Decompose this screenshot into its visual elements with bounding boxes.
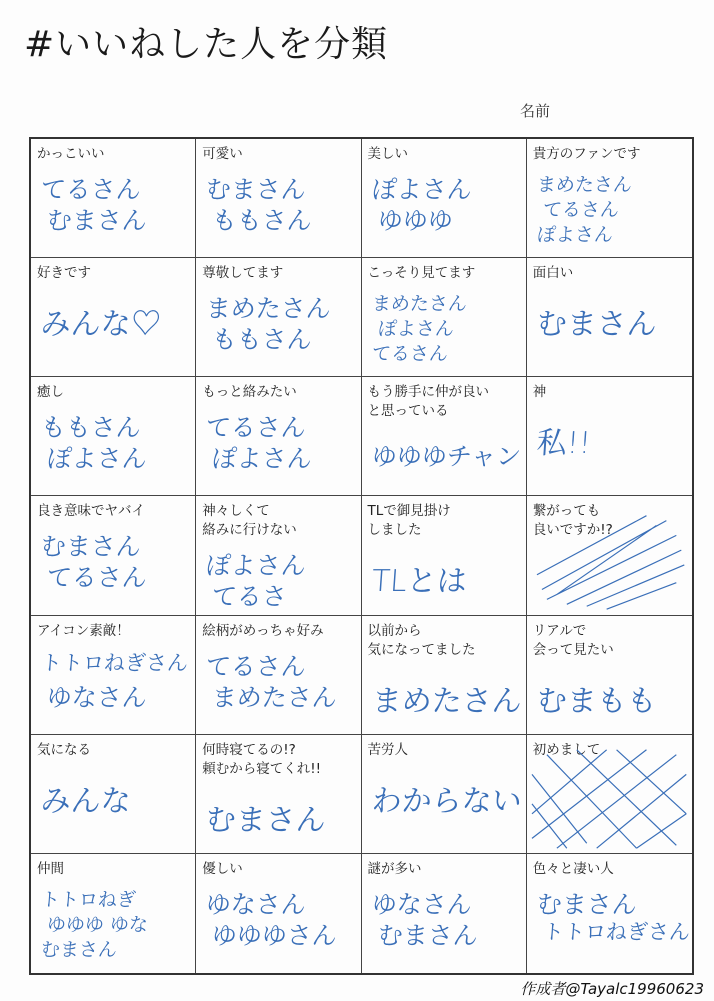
category-cell	[31, 616, 196, 735]
category-label: 以前から 気になってました	[367, 622, 476, 658]
category-cell	[31, 496, 196, 615]
category-cell	[31, 854, 196, 973]
category-label: 謎が多い	[367, 860, 422, 877]
category-cell	[362, 258, 527, 377]
page-title: #いいねした人を分類	[24, 24, 389, 65]
category-cell	[527, 854, 692, 973]
handwritten-answer: むまさん	[204, 802, 328, 838]
handwritten-answer: むまさん	[535, 307, 658, 343]
handwritten-answer: まめたさん	[370, 293, 468, 316]
category-cell	[362, 377, 527, 496]
category-cell	[196, 258, 361, 377]
handwritten-answer: 私!!	[535, 426, 592, 462]
category-cell	[196, 854, 361, 973]
category-label: 仲間	[37, 860, 64, 877]
handwritten-answer: てるさん	[39, 175, 142, 204]
category-label: 繋がっても 良いですか!?	[532, 503, 613, 539]
category-cell	[362, 854, 527, 973]
handwritten-answer: みんな	[39, 783, 132, 819]
scribble-mark	[527, 735, 692, 853]
handwritten-answer: ゆゆゆチャン	[370, 442, 522, 472]
handwritten-answer: むまもも	[535, 683, 658, 719]
handwritten-answer: ぽよさん	[376, 318, 455, 341]
category-cell	[362, 616, 527, 735]
category-cell	[527, 735, 692, 854]
category-label: 色々と凄い人	[532, 860, 614, 877]
category-label: 好きです	[37, 265, 91, 282]
category-cell	[527, 139, 692, 258]
category-label: 絵柄がめっちゃ好み	[202, 622, 324, 639]
handwritten-answer: ももさん	[39, 413, 142, 443]
category-label: もっと絡みたい	[202, 384, 297, 401]
category-label: 神	[532, 384, 547, 401]
handwritten-answer: まめたさん	[211, 682, 339, 712]
handwritten-answer: ももさん	[211, 206, 314, 235]
handwritten-answer: てるさ	[211, 582, 289, 612]
handwritten-answer: ゆなさん	[205, 889, 308, 919]
category-grid	[29, 137, 694, 975]
category-cell	[362, 139, 527, 258]
category-label: 貴方のファンです	[532, 146, 641, 162]
handwritten-answer: トトロねぎさん	[40, 650, 189, 675]
handwritten-answer: ぽよさん	[535, 224, 614, 246]
scribble-mark	[527, 496, 692, 614]
handwritten-answer: ゆゆゆ	[376, 206, 454, 235]
category-label: こっそり見てます	[367, 265, 476, 282]
category-label: もう勝手に仲が良い と思っている	[367, 384, 489, 420]
handwritten-answer: むまさん	[39, 532, 142, 562]
handwritten-answer: てるさん	[205, 651, 308, 681]
handwritten-answer: まめたさん	[205, 294, 333, 324]
category-cell	[362, 735, 527, 854]
handwritten-answer: ぽよさん	[205, 551, 308, 581]
category-label: アイコン素敵！	[37, 622, 130, 639]
handwritten-answer: ゆなさん	[370, 889, 473, 919]
category-label: リアルで 会って見たい	[532, 622, 614, 658]
handwritten-answer: むまさん	[45, 206, 148, 235]
category-cell	[31, 139, 196, 258]
handwritten-answer: てるさん	[205, 413, 308, 443]
author-credit: 作成者@Tayalc19960623	[520, 980, 704, 998]
category-cell	[196, 616, 361, 735]
handwritten-answer: ゆなさん	[45, 682, 148, 712]
category-cell	[196, 735, 361, 854]
category-label: 面白い	[532, 265, 574, 282]
category-cell	[196, 496, 361, 615]
category-label: かっこいい	[37, 146, 105, 162]
handwritten-answer: むまさん	[535, 889, 638, 919]
category-label: 神々しくて 絡みに行けない	[202, 503, 297, 539]
handwritten-answer: TLとは	[370, 564, 468, 600]
category-label: 癒し	[37, 384, 64, 401]
category-label: 気になる	[37, 741, 91, 758]
category-cell	[31, 258, 196, 377]
category-label: 何時寝てるの!? 頼むから寝てくれ!!	[202, 741, 322, 777]
category-cell	[31, 735, 196, 854]
category-label: 尊敬してます	[202, 265, 284, 282]
handwritten-answer: てるさん	[541, 199, 620, 221]
category-label: 優しい	[202, 860, 243, 877]
handwritten-answer: てるさん	[45, 563, 148, 593]
handwritten-answer: ゆゆゆ ゆな	[46, 913, 149, 936]
category-label: 苦労人	[367, 741, 408, 758]
category-cell	[196, 139, 361, 258]
handwritten-answer: ももさん	[211, 325, 314, 355]
handwritten-answer: まめたさん	[535, 174, 633, 196]
handwritten-answer: トトロねぎ	[40, 888, 137, 911]
category-label: 良き意味でヤバイ	[37, 503, 145, 520]
category-cell	[527, 258, 692, 377]
handwritten-answer: みんな♡	[39, 307, 162, 343]
handwritten-answer: むまさん	[376, 920, 479, 950]
category-cell	[527, 496, 692, 615]
category-cell	[196, 377, 361, 496]
handwritten-answer: わからない	[370, 783, 523, 819]
category-label: 初めまして	[532, 741, 601, 758]
handwritten-answer: むまさん	[40, 938, 118, 961]
category-cell	[31, 377, 196, 496]
category-label: TLで御見掛け しました	[367, 503, 451, 539]
handwritten-answer: トトロねぎさん	[541, 919, 691, 944]
name-label: 名前	[520, 102, 551, 120]
handwritten-answer: ぽよさん	[45, 444, 148, 474]
handwritten-answer: まめたさん	[370, 683, 523, 719]
category-label: 美しい	[367, 146, 408, 162]
handwritten-answer: ぽよさん	[211, 444, 314, 474]
handwritten-answer: ぽよさん	[370, 175, 473, 204]
handwritten-answer: ゆゆゆさん	[211, 920, 339, 950]
handwritten-answer: むまさん	[205, 175, 308, 204]
category-cell	[527, 616, 692, 735]
category-cell	[362, 496, 527, 615]
handwritten-answer: てるさん	[370, 343, 449, 366]
category-cell	[527, 377, 692, 496]
category-label: 可愛い	[202, 146, 243, 162]
